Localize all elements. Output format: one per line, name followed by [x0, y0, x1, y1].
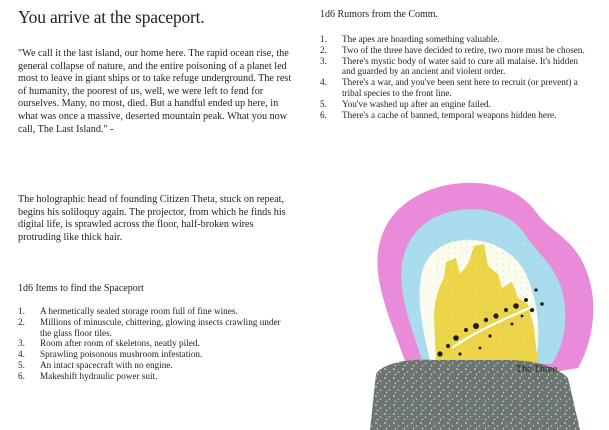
items-table — [18, 306, 288, 382]
rumors-table-title: 1d6 Rumors from the Comm. — [320, 9, 439, 20]
list-item: 3. Room after room of skeletons, neatly piled. — [18, 338, 200, 349]
list-item: 3. There's mystic body of water said to cure all malaise. It's hidden and guarded by an ancient and violent order. — [320, 55, 578, 77]
the-three-illustration — [356, 178, 609, 430]
list-item: 1. A hermetically sealed storage room full of fine wines. — [18, 306, 238, 316]
items-table-title: 1d6 Items to find the Spaceport — [18, 283, 144, 294]
list-item: 2. Millions of minuscule, chittering, glowing insects crawling under the glass floor tiles. — [18, 316, 281, 338]
page-title: You arrive at the spaceport. — [18, 7, 205, 27]
list-item: 5. You've washed up after an engine failed. — [320, 98, 491, 109]
list-item: 6. Makeshift hydraulic power suit. — [18, 370, 158, 381]
right-page — [304, 0, 609, 430]
art-caption: The Three — [516, 364, 558, 375]
list-item: 5. An intact spacecraft with no engine. — [18, 359, 173, 370]
list-item: 6. There's a cache of banned, temporal weapons hidden here. — [320, 109, 557, 120]
list-item: 1. The apes are hoarding something valuable. — [320, 34, 500, 44]
rumors-table — [320, 34, 590, 120]
intro-quote: "We call it the last island, our home here. The rapid ocean rise, the general collapse of nature, and the entire poisoning of a planet led most to leave in giant ships or to take refuge underground. The rest of humanity, the poorest of us, well, we were left to fend for ourselves. Many, no most, died. But a handful ended up here, in what was once a massive, deserted mountain peak. What you now call, The Last Island." - — [18, 48, 292, 135]
list-item: 4. There's a war, and you've been sent here to recruit (or prevent) a tribal species to the front line. — [320, 77, 578, 98]
holo-paragraph: The holographic head of founding Citizen Theta, stuck on repeat, begins his soliloquy again. The projector, from which he finds his digital life, is sprawled across the floor, half-broken wires protruding like thick hair. — [18, 194, 286, 243]
yellow-stipple — [432, 238, 542, 368]
list-item: 2. Two of the three have decided to retire, two more must be chosen. — [320, 44, 585, 55]
left-page — [0, 0, 304, 430]
list-item: 4. Sprawling poisonous mushroom infestation. — [18, 349, 203, 360]
